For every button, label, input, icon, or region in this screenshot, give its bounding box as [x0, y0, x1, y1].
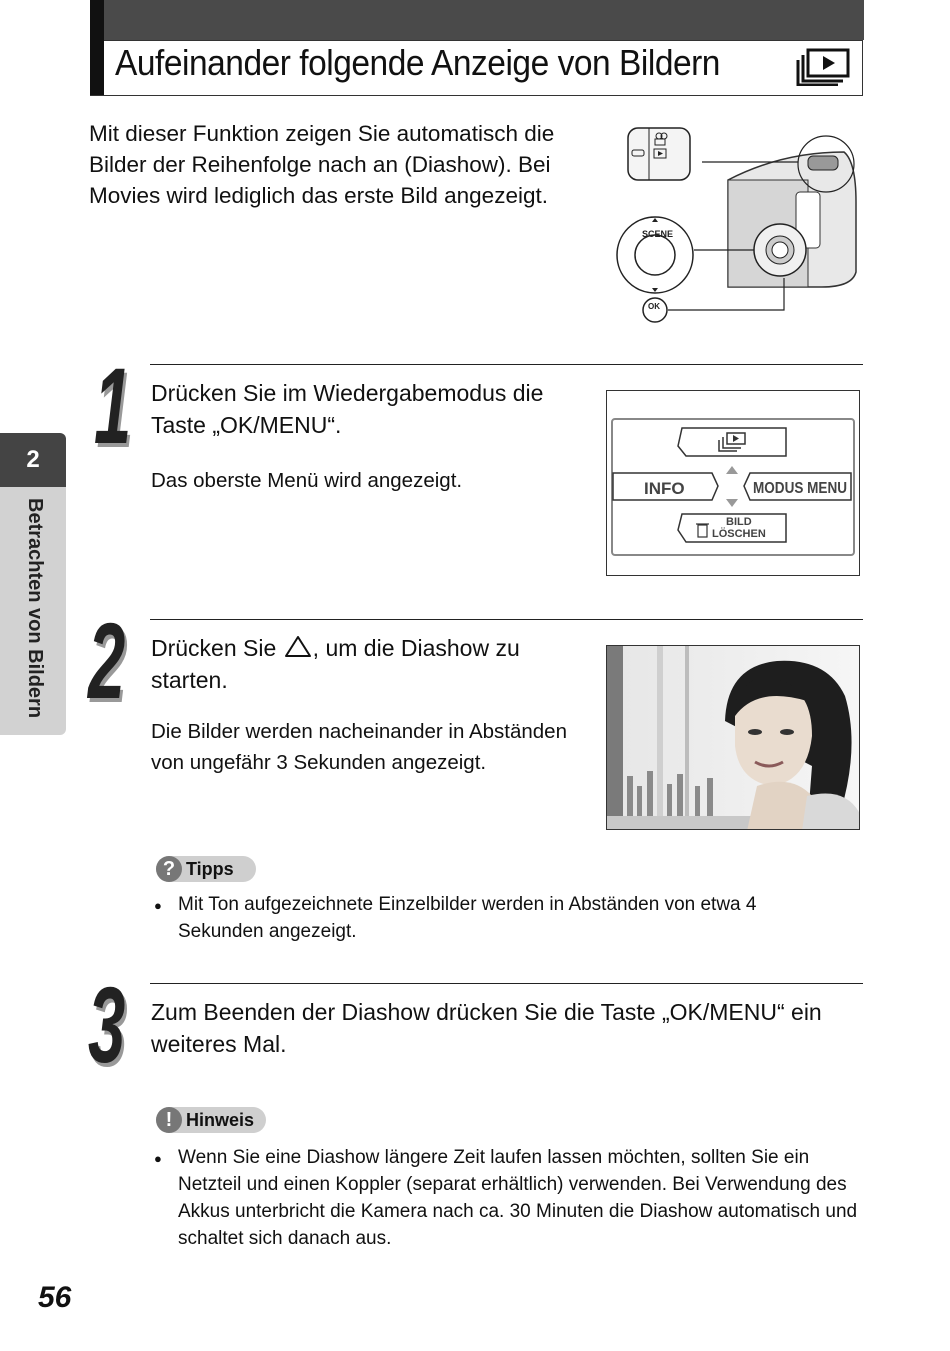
- exclamation-icon: !: [156, 1107, 182, 1133]
- menu-buttons: [606, 390, 860, 576]
- step-2-rule: [150, 619, 863, 620]
- tips-text: Mit Ton aufgezeichnete Einzelbilder werden in Abständen von etwa 4 Sekunden angezeigt.: [178, 894, 757, 942]
- step-2-heading: [151, 632, 581, 696]
- title-bar: [90, 0, 864, 40]
- svg-text:MODUS MENU: MODUS MENU: [753, 480, 847, 497]
- woman-portrait-image: [607, 646, 860, 830]
- tips-label: [156, 856, 256, 882]
- page-title: Aufeinander folgende Anzeige von Bildern: [115, 42, 720, 83]
- up-arrow-icon: [283, 635, 313, 659]
- svg-text:LÖSCHEN: LÖSCHEN: [712, 528, 766, 540]
- sample-photo: [606, 645, 860, 830]
- hinweis-text: Wenn Sie eine Diashow längere Zeit laufen lassen möchten, sollten Sie ein Netzteil und einen Koppler (separat erhältlich) verwenden. Bei Verwendung des Akkus unterbricht die Kamera nach ca. 30 Minuten die Diashow automatisch und schaltet sich danach aus.: [178, 1147, 858, 1249]
- page-number: 56: [38, 1281, 72, 1314]
- step-1-heading: Drücken Sie im Wiedergabemodus die Taste „OK/MENU“.: [151, 380, 544, 438]
- svg-text:BILD: BILD: [726, 516, 752, 528]
- step-2-number: 2: [88, 600, 126, 721]
- bullet-icon: ●: [154, 898, 162, 913]
- chapter-number: 2: [0, 433, 66, 487]
- svg-text:SCENE: SCENE: [642, 229, 674, 239]
- tips-label-text: Tipps: [186, 858, 234, 879]
- step-2-heading-part2: , um die Diashow zu starten.: [151, 635, 520, 693]
- step-3-rule: [150, 983, 863, 984]
- step-2-heading-part1: Drücken Sie: [151, 635, 277, 661]
- step-2-body: Die Bilder werden nacheinander in Abständen von ungefähr 3 Sekunden angezeigt.: [151, 720, 567, 774]
- step-3-number: 3: [88, 964, 126, 1085]
- step-1-rule: [150, 364, 863, 365]
- step-1-number: 1: [94, 345, 132, 466]
- chapter-label: Betrachten von Bildern: [24, 498, 46, 719]
- step-1-body: Das oberste Menü wird angezeigt.: [151, 469, 463, 492]
- title-left-bar: [90, 0, 104, 95]
- slideshow-icon: [794, 46, 854, 86]
- camera-diagram: [612, 122, 862, 327]
- svg-text:OK: OK: [648, 302, 660, 311]
- bullet-icon: ●: [154, 1151, 162, 1166]
- hinweis-label-text: Hinweis: [186, 1109, 255, 1130]
- step-3-heading: Zum Beenden der Diashow drücken Sie die Taste „OK/MENU“ ein weiteres Mal.: [151, 999, 822, 1057]
- hinweis-label: [156, 1107, 266, 1133]
- svg-text:INFO: INFO: [644, 479, 685, 498]
- question-icon: ?: [156, 856, 182, 882]
- intro-text: Mit dieser Funktion zeigen Sie automatisch die Bilder der Reihenfolge nach an (Diashow). Bei Movies wird lediglich das erste Bild angezeigt.: [89, 121, 555, 208]
